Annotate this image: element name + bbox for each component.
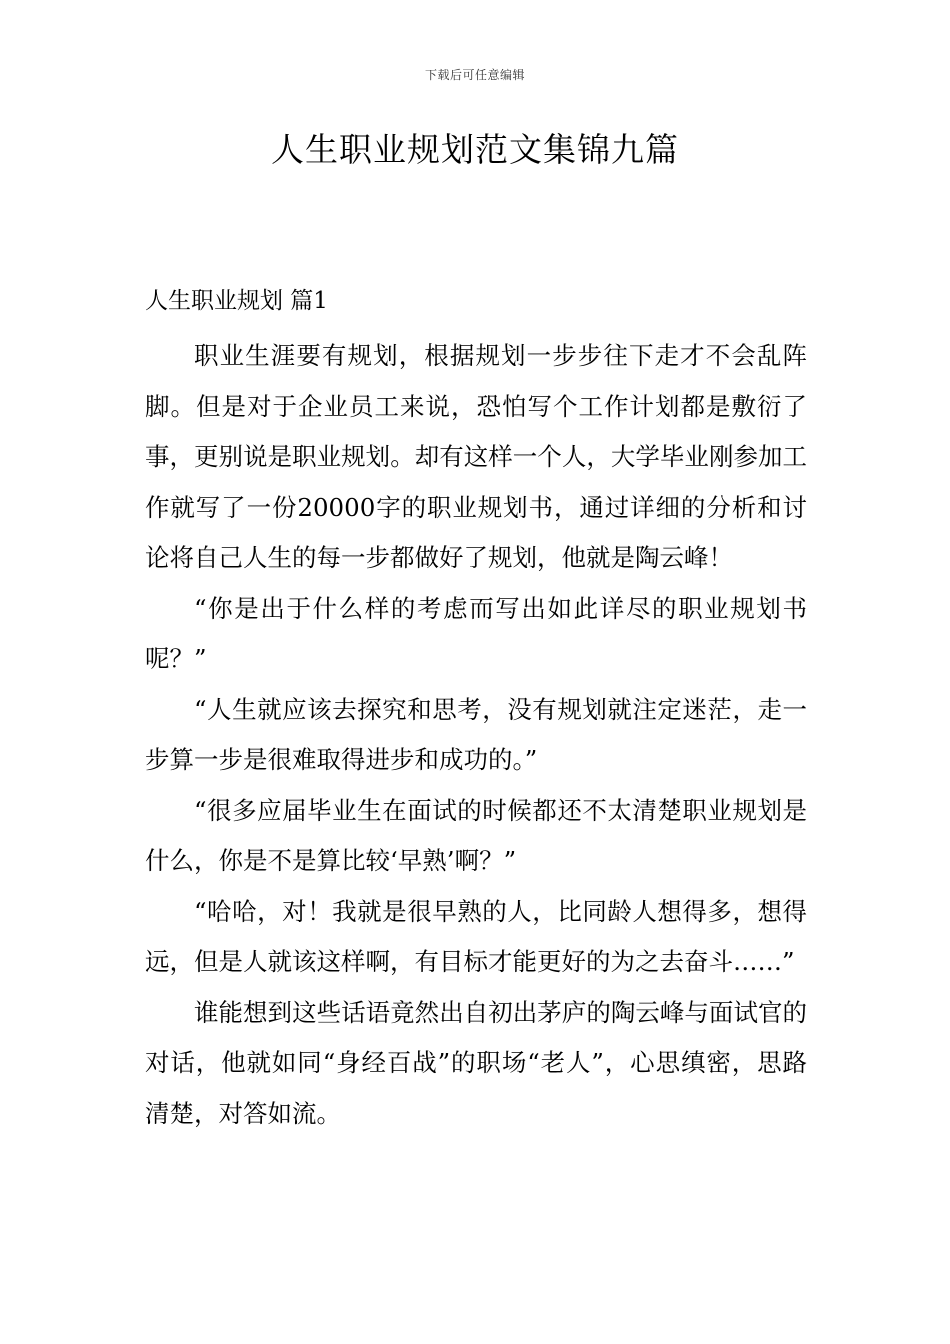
paragraph: 职业生涯要有规划，根据规划一步步往下走才不会乱阵脚。但是对于企业员工来说，恐怕写个工作计划都是敷衍了事，更别说是职业规划。却有这样一个人，大学毕业刚参加工作就写了一份20000字的职业规划书，通过详细的分析和讨论将自己人生的每一步都做好了规划，他就是陶云峰！: [145, 341, 807, 572]
body-text: [145, 331, 807, 1139]
header-note: 下载后可任意编辑: [424, 68, 525, 82]
document-title: 人生职业规划范文集锦九篇: [271, 130, 679, 169]
paragraph: “哈哈，对！我就是很早熟的人，比同龄人想得多，想得远，但是人就该这样啊，有目标才能更好的为之去奋斗……”: [145, 896, 807, 976]
paragraph: “你是出于什么样的考虑而写出如此详尽的职业规划书呢？”: [145, 593, 807, 673]
paragraph: “很多应届毕业生在面试的时候都还不太清楚职业规划是什么，你是不是算比较‘早熟’啊？”: [145, 795, 807, 875]
paragraph: “人生就应该去探究和思考，没有规划就注定迷茫，走一步算一步是很难取得进步和成功的。”: [145, 694, 807, 774]
section-heading: 人生职业规划 篇1: [145, 288, 328, 314]
paragraph: 谁能想到这些话语竟然出自初出茅庐的陶云峰与面试官的对话，他就如同“身经百战”的职场“老人”，心思缜密，思路清楚，对答如流。: [145, 997, 807, 1128]
